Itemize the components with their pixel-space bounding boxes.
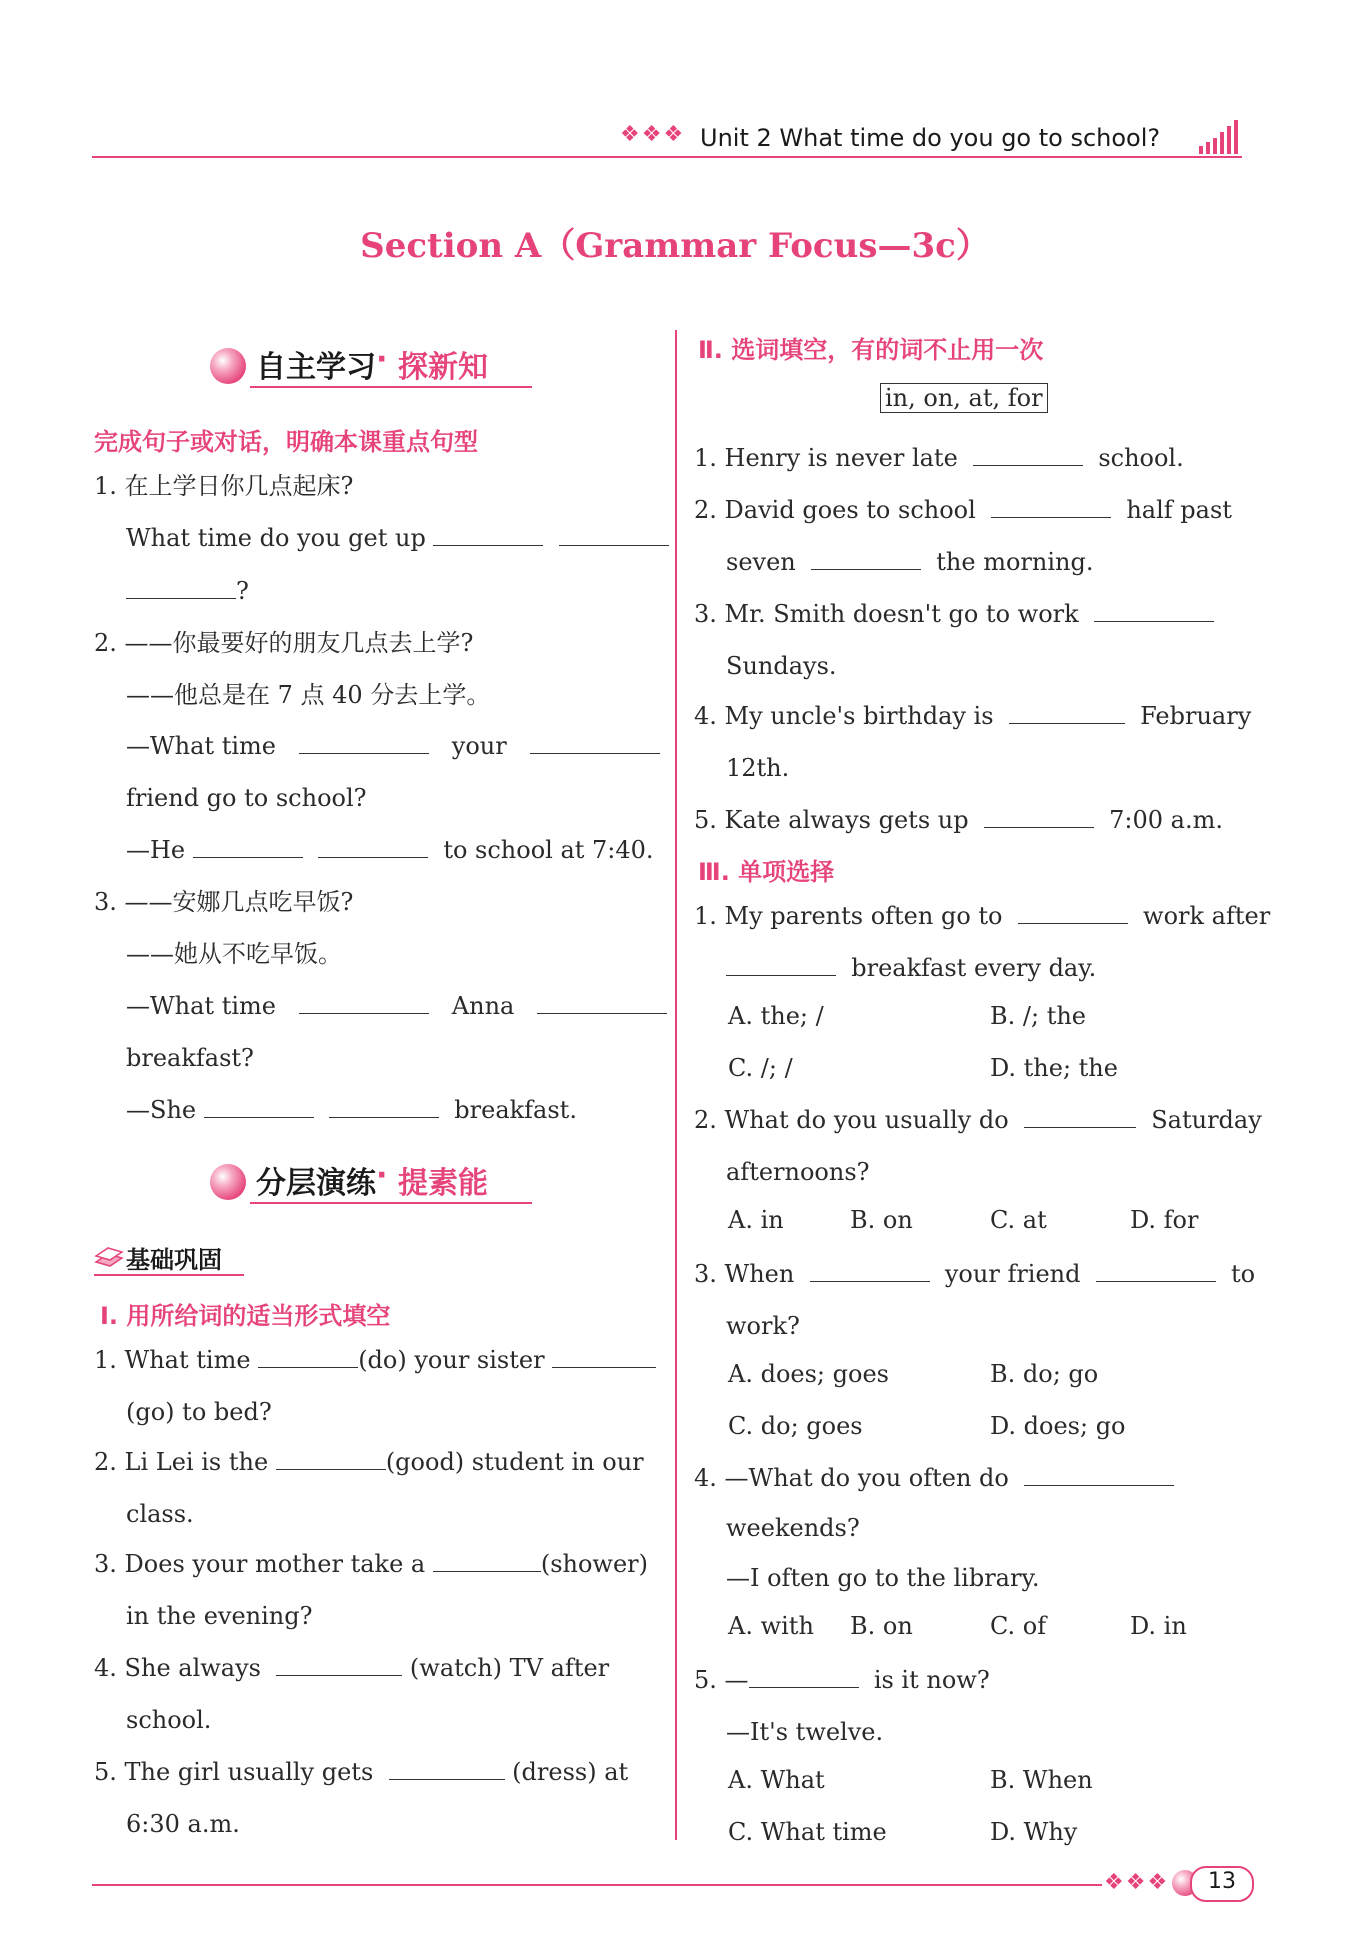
m5-option-d[interactable]: D. Why: [990, 1818, 1078, 1846]
q1-cn: 1. 在上学日你几点起床?: [94, 472, 354, 500]
section1-heading: Ⅰ. 用所给词的适当形式填空: [100, 1302, 391, 1330]
s2-item-4: 4. My uncle's birthday is February: [694, 702, 1252, 730]
s1-item-5-cont: 6:30 a.m.: [126, 1810, 240, 1838]
banner-dot: ·: [376, 1158, 388, 1193]
s2-item-2-cont: seven the morning.: [726, 548, 1094, 576]
m4-option-c[interactable]: C. of: [990, 1612, 1047, 1640]
banner-part1: 自主学习: [256, 350, 376, 385]
s1-item-3: 3. Does your mother take a (shower): [94, 1550, 649, 1578]
s1-item-2-cont: class.: [126, 1500, 194, 1528]
footer-arrows: ❖❖❖: [1104, 1870, 1170, 1895]
q1-en-end: ?: [126, 575, 249, 607]
m3-option-b[interactable]: B. do; go: [990, 1360, 1099, 1388]
ball-icon: [210, 1164, 246, 1200]
ball-icon: [210, 348, 246, 384]
q2-cn1: 2. ——你最要好的朋友几点去上学?: [94, 629, 474, 657]
banner-underline: [250, 386, 532, 388]
m3-option-d[interactable]: D. does; go: [990, 1412, 1126, 1440]
s1-item-2: 2. Li Lei is the (good) student in our: [94, 1448, 644, 1476]
m2-stem-cont: afternoons?: [726, 1158, 870, 1186]
m4-answer: —I often go to the library.: [726, 1564, 1040, 1592]
m5-option-c[interactable]: C. What time: [728, 1818, 887, 1846]
m1-stem-cont: breakfast every day.: [726, 952, 1096, 984]
footer-rule: [92, 1884, 1102, 1886]
s2-item-4-cont: 12th.: [726, 754, 790, 782]
m2-option-a[interactable]: A. in: [728, 1206, 784, 1234]
m1-option-a[interactable]: A. the; /: [728, 1002, 824, 1030]
m4-stem: 4. —What do you often do: [694, 1462, 1174, 1494]
task-heading: 完成句子或对话，明确本课重点句型: [94, 428, 478, 456]
header-arrows: ❖❖❖: [620, 122, 686, 147]
banner-dot: ·: [376, 342, 388, 377]
q3-cn2: ——她从不吃早饭。: [126, 940, 342, 968]
m1-stem: 1. My parents often go to work after: [694, 902, 1271, 930]
banner-underline: [250, 1202, 532, 1204]
m5-answer: —It's twelve.: [726, 1718, 884, 1746]
banner-part2: 提素能: [398, 1166, 488, 1201]
m3-option-a[interactable]: A. does; goes: [728, 1360, 889, 1388]
m5-option-a[interactable]: A. What: [728, 1766, 825, 1794]
s2-item-1: 1. Henry is never late school.: [694, 444, 1184, 472]
m4-stem-cont: weekends?: [726, 1514, 860, 1542]
s1-item-1: 1. What time (do) your sister: [94, 1344, 656, 1376]
s2-item-2: 2. David goes to school half past: [694, 496, 1232, 524]
m2-option-b[interactable]: B. on: [850, 1206, 913, 1234]
m3-option-c[interactable]: C. do; goes: [728, 1412, 863, 1440]
q2-en1: —What time your: [126, 730, 660, 762]
header-title: Unit 2 What time do you go to school?: [700, 124, 1161, 152]
m1-option-b[interactable]: B. /; the: [990, 1002, 1086, 1030]
banner-part1: 分层演练: [256, 1166, 376, 1201]
m4-option-d[interactable]: D. in: [1130, 1612, 1187, 1640]
s1-item-3-cont: in the evening?: [126, 1602, 313, 1630]
page-number: 13: [1208, 1869, 1236, 1894]
section-title: Section A（Grammar Focus—3c）: [360, 226, 990, 266]
banner-self-study: [210, 340, 540, 388]
m5-option-b[interactable]: B. When: [990, 1766, 1093, 1794]
word-box: in, on, at, for: [880, 382, 1048, 414]
signal-bars-icon: [1198, 118, 1242, 156]
q3-cn1: 3. ——安娜几点吃早饭?: [94, 888, 354, 916]
m2-option-d[interactable]: D. for: [1130, 1206, 1199, 1234]
m1-option-c[interactable]: C. /; /: [728, 1054, 793, 1082]
page-number-badge: [1172, 1866, 1254, 1900]
m2-option-c[interactable]: C. at: [990, 1206, 1047, 1234]
section2-heading: Ⅱ. 选词填空，有的词不止用一次: [698, 336, 1044, 364]
banner-part2: 探新知: [398, 350, 488, 385]
m3-stem: 3. When your friend to: [694, 1260, 1256, 1288]
q2-cn2: ——他总是在 7 点 40 分去上学。: [126, 681, 491, 709]
s1-item-5: 5. The girl usually gets (dress) at: [94, 1758, 629, 1786]
q1-en: What time do you get up: [126, 522, 669, 554]
q3-en3: —She breakfast.: [126, 1096, 577, 1124]
m5-stem: 5. — is it now?: [694, 1666, 990, 1694]
m4-option-b[interactable]: B. on: [850, 1612, 913, 1640]
s1-item-4: 4. She always (watch) TV after: [94, 1654, 610, 1682]
m4-option-a[interactable]: A. with: [728, 1612, 814, 1640]
header-rule: [92, 156, 1242, 158]
s2-item-3: 3. Mr. Smith doesn't go to work: [694, 598, 1214, 630]
column-divider: [675, 330, 677, 1840]
q2-en2: friend go to school?: [126, 784, 367, 812]
m2-stem: 2. What do you usually do Saturday: [694, 1106, 1262, 1134]
s1-item-1-cont: (go) to bed?: [126, 1398, 272, 1426]
section3-heading: Ⅲ. 单项选择: [698, 858, 835, 886]
banner-practice: [210, 1156, 540, 1204]
books-icon: [94, 1242, 124, 1272]
basic-label: 基础巩固: [126, 1246, 222, 1274]
s2-item-5: 5. Kate always gets up 7:00 a.m.: [694, 806, 1223, 834]
s2-item-3-cont: Sundays.: [726, 652, 837, 680]
s1-item-4-cont: school.: [126, 1706, 212, 1734]
q3-en1: —What time Anna: [126, 990, 667, 1022]
q3-en2: breakfast?: [126, 1044, 254, 1072]
q2-en3: —He to school at 7:40.: [126, 836, 654, 864]
m3-stem-cont: work?: [726, 1312, 800, 1340]
m1-option-d[interactable]: D. the; the: [990, 1054, 1118, 1082]
basic-underline: [94, 1274, 244, 1276]
